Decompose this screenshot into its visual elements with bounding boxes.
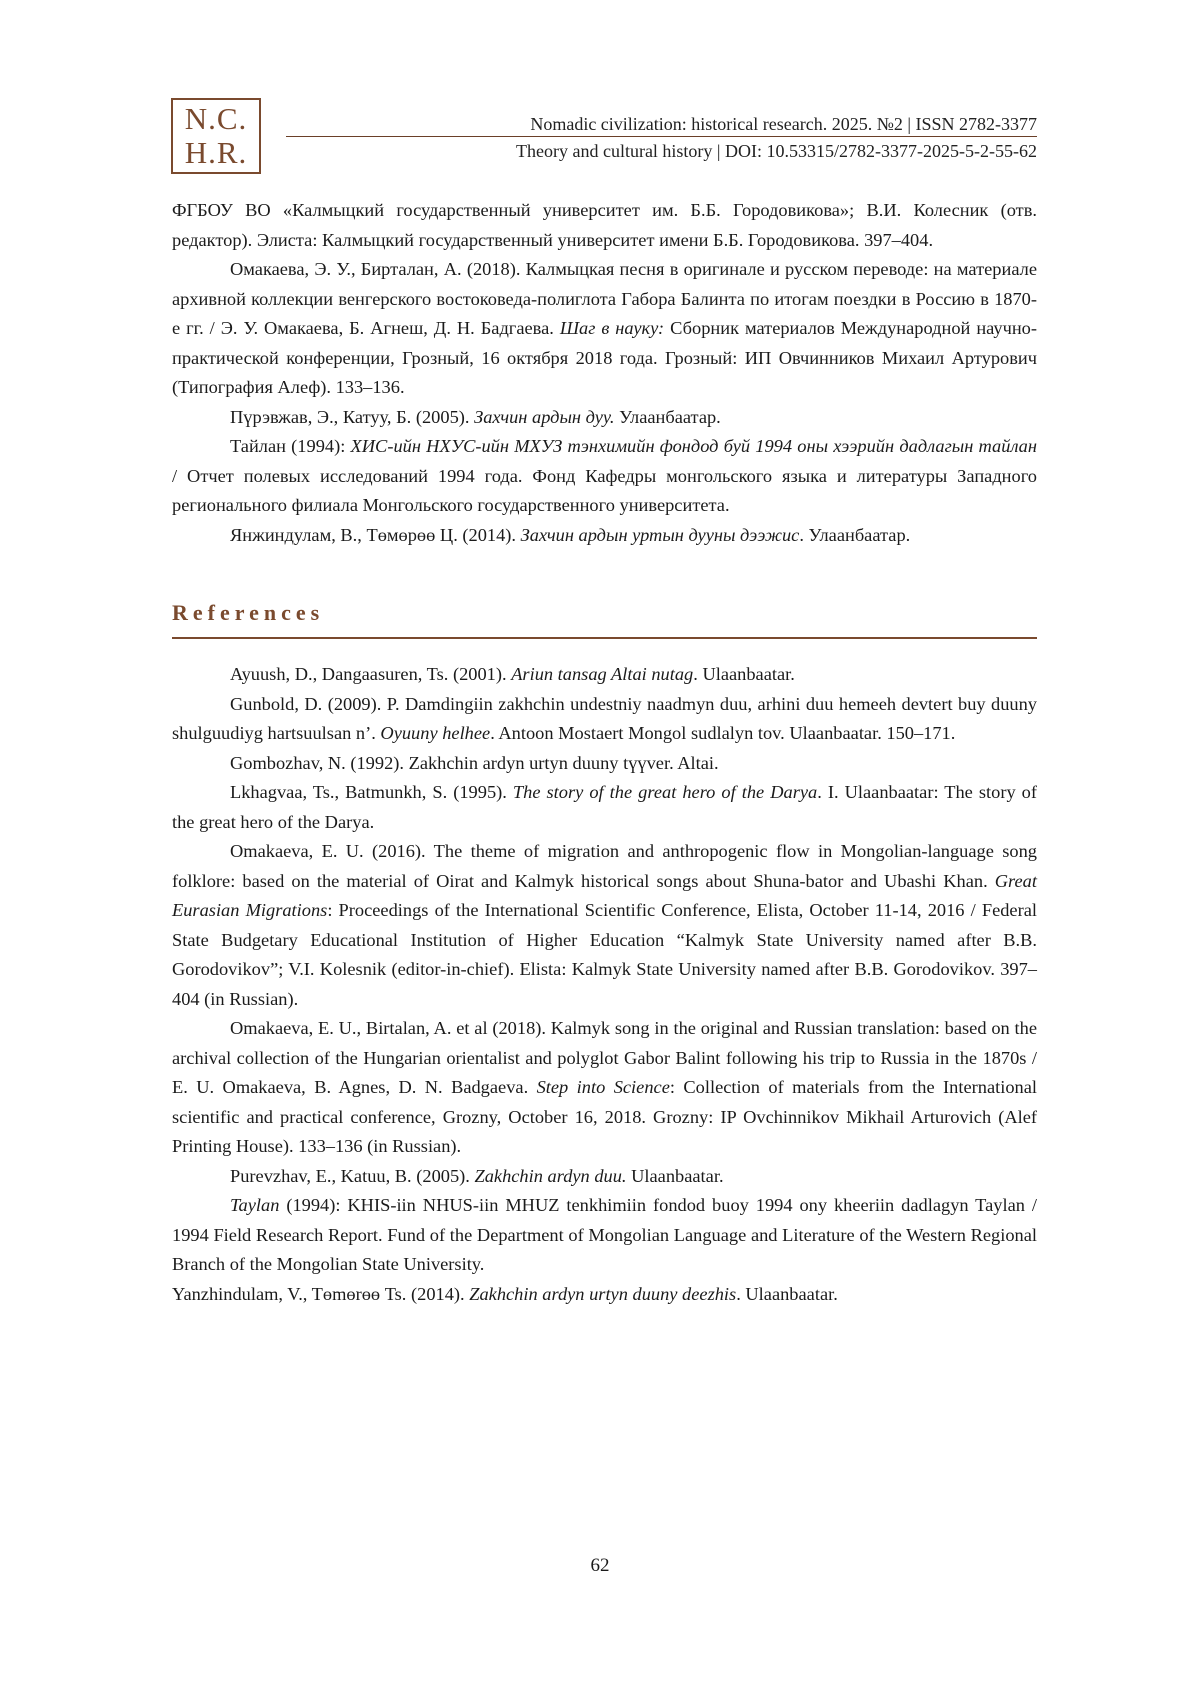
logo-line-1: N.C. <box>184 101 248 136</box>
reference-text: (1994): KHIS-iin NHUS-iin MHUZ tenkhimiin fondod buoy 1994 ony kheeriin dadlagyn Taylan / 1994 Field Research Report. Fund of the Department of Mongolian Language and Literature of the Western Regional Branch of the Mongolian State University. <box>172 1195 1037 1274</box>
ref-ru-2 <box>172 403 1037 433</box>
reference-text: Ulaanbaatar. <box>626 1165 724 1186</box>
ref-en-4 <box>172 837 1037 1014</box>
reference-text: . Ulaanbaatar. <box>736 1283 838 1304</box>
ref-en-0 <box>172 660 1037 690</box>
reference-text: . Antoon Mostaert Mongol sudlalyn tov. Ulaanbaatar. 150–171. <box>490 723 956 743</box>
reference-text: . Улаанбаатар. <box>799 524 911 545</box>
reference-title-italic: Захчин ардын дуу. <box>474 406 615 427</box>
reference-text: Omakaeva, E. U. (2016). The theme of migration and anthropogenic flow in Mongolian-language song folklore: based on the material of Oirat and Kalmyk historical songs about Shuna-bator and Ubashi Khan. <box>172 841 1037 891</box>
reference-title-italic: The story of the great hero of the Darya <box>512 782 818 802</box>
reference-text: Сборник материалов Международной научно-практической конференции, Грозный, 16 октября 2018 года. Грозный: ИП Овчинников Михаил Артурович (Типография Алеф). 133–136. <box>172 318 1038 397</box>
reference-text: : Collection of materials from the International scientific and practical conference, Grozny, October 16, 2018. Grozny: IP Ovchinnikov Mikhail Arturovich (Alef Printing House). 133–136 (in Russian). <box>172 1077 1037 1156</box>
reference-text: Gunbold, D. (2009). P. Damdingiin zakhchin undestniy naadmyn duu, arhini duu hemeeh devtert buy duuny shulguudiyg hartsuulsan n’. <box>172 693 1037 743</box>
reference-text: / Отчет полевых исследований 1994 года. Фонд Кафедры монгольского языка и литературы Западного регионального филиала Монгольского государственного университета. <box>172 465 1037 515</box>
reference-title-italic: Taylan <box>230 1195 280 1215</box>
reference-title-italic: Захчин ардын уртын дууны дээжис <box>520 524 800 545</box>
reference-text: Улаанбаатар. <box>614 406 721 427</box>
header-divider <box>286 136 1037 137</box>
reference-text: ФГБОУ ВО «Калмыцкий государственный университет им. Б.Б. Городовикова»; В.И. Колесник (отв. редактор). Элиста: Калмыцкий государственный университет имени Б.Б. Городовикова. 397–404. <box>172 200 1037 250</box>
references-heading: References <box>172 600 1037 639</box>
reference-title-italic: Oyuuny helhee <box>380 723 491 743</box>
ref-ru-4 <box>172 521 1037 551</box>
reference-text: . I. Ulaanbaatar: The story of the great hero of the Darya. <box>172 782 1038 832</box>
ref-en-3 <box>172 778 1037 837</box>
russian-reference-list <box>172 196 1037 550</box>
reference-title-italic: Step into Science <box>536 1077 670 1097</box>
reference-title-italic: Zakhchin ardyn urtyn duuny deezhis <box>469 1283 737 1304</box>
reference-text: Ayuush, D., Dangaasuren, Ts. (2001). <box>230 664 512 684</box>
reference-list <box>172 660 1037 1309</box>
reference-text: : Proceedings of the International Scientific Conference, Elista, October 11-14, 2016 / Federal State Budgetary Educational Institution of Higher Education “Kalmyk State University named after B.B. Gorodovikov”; V.I. Kolesnik (editor-in-chief). Elista: Kalmyk State University named after B.B. Gorodovikov. 397–404 (in Russian). <box>172 900 1037 1009</box>
ref-en-6 <box>172 1162 1037 1192</box>
ref-ru-0 <box>172 196 1037 255</box>
running-header <box>516 111 1037 165</box>
ref-en-2 <box>172 749 1037 779</box>
logo-line-2: H.R. <box>184 135 248 170</box>
reference-text: Yanzhindulam, V., Tөmөrөө Ts. (2014). <box>172 1283 470 1304</box>
reference-title-italic: Great Eurasian Migrations <box>172 870 1037 920</box>
ref-en-8 <box>172 1280 1037 1310</box>
ref-en-7 <box>172 1191 1037 1280</box>
reference-text: Gombozhav, N. (1992). Zakhchin ardyn urtyn duuny tүүver. Altai. <box>230 752 719 773</box>
reference-text: Пүрэвжав, Э., Катуу, Б. (2005). <box>230 406 475 427</box>
reference-text: Omakaeva, E. U., Birtalan, A. et al (2018). Kalmyk song in the original and Russian translation: based on the archival collection of the Hungarian orientalist and polyglot Gabor Balint following his trip to Russia in the 1870s / E. U. Omakaeva, B. Agnes, D. N. Badgaeva. <box>172 1018 1037 1097</box>
ref-ru-1 <box>172 255 1037 403</box>
reference-text: Purevzhav, E., Katuu, B. (2005). <box>230 1165 475 1186</box>
reference-title-italic: ХИС-ийн НХУС-ийн МХУЗ тэнхимийн фондод буй 1994 оны хээрийн дадлагын тайлан <box>350 436 1038 456</box>
page-number: 62 <box>590 1555 610 1576</box>
reference-text: Омакаева, Э. У., Бирталан, А. (2018). Калмыцкая песня в оригинале и русском переводе: на материале архивной коллекции венгерского востоковеда-полиглота Габора Балинта по итогам поездки в Россию в 1870-е гг. / Э. У. Омакаева, Б. Агнеш, Д. Н. Бадгаева. <box>172 259 1037 338</box>
reference-text: Янжиндулам, В., Төмөрөө Ц. (2014). <box>230 524 521 545</box>
reference-title-italic: Zakhchin ardyn duu. <box>474 1165 627 1186</box>
reference-title-italic: Шаг в науку: <box>559 318 665 338</box>
ref-en-5 <box>172 1014 1037 1162</box>
reference-text: . Ulaanbaatar. <box>693 664 795 684</box>
reference-text: Lkhagvaa, Ts., Batmunkh, S. (1995). <box>230 782 513 802</box>
header-journal-line: Nomadic civilization: historical research. 2025. №2 | ISSN 2782-3377 <box>530 114 1037 134</box>
header-doi-line: Theory and cultural history | DOI: 10.53315/2782-3377-2025-5-2-55-62 <box>515 141 1037 161</box>
reference-title-italic: Ariun tansag Altai nutag <box>511 664 694 684</box>
reference-text: Тайлан (1994): <box>230 436 351 456</box>
ref-ru-3 <box>172 432 1037 521</box>
ref-en-1 <box>172 690 1037 749</box>
journal-logo <box>171 98 261 174</box>
